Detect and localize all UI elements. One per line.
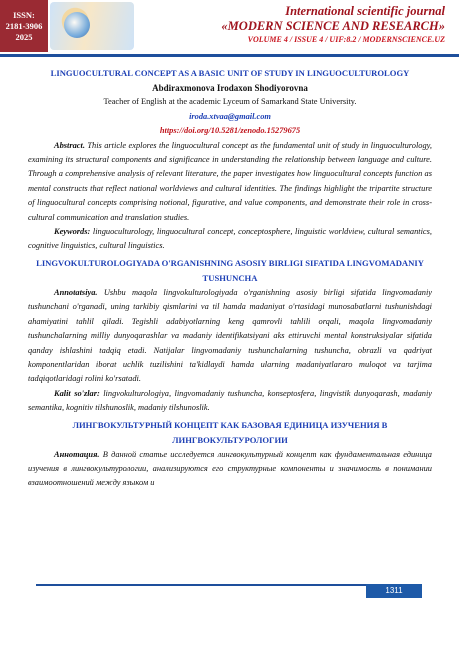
journal-title-block <box>221 4 445 46</box>
annotatsiya-ru-text: В данной статье исследуется лингвокультурный концепт как фундаментальная единица изучения в лингвокультурологии, анализируются его структурные компоненты и значимость в понимании взаимоотношений между языком и <box>28 449 432 488</box>
author-name: Abdiraxmonova Irodaxon Shodiyorovna <box>152 83 308 93</box>
article-body <box>28 66 432 491</box>
author-affiliation: Teacher of English at the academic Lyceum of Samarkand State University. <box>103 97 357 107</box>
issn-year: 2025 <box>15 32 33 42</box>
journal-name: «MODERN SCIENCE AND RESEARCH» <box>221 19 445 33</box>
annotatsiya-ru-label: Аннотация. <box>54 449 100 459</box>
kalit-paragraph <box>28 387 432 416</box>
annotatsiya-ru-paragraph <box>28 448 432 491</box>
journal-logo <box>50 2 134 50</box>
footer-divider <box>36 584 422 586</box>
abstract-label: Abstract. <box>54 140 85 150</box>
header-divider <box>0 54 459 57</box>
journal-volume-info[interactable]: VOLUME 4 / ISSUE 4 / UIF:8.2 / MODERNSCIENCE.UZ <box>247 35 445 44</box>
issn-number: 2181-3906 <box>5 21 43 31</box>
annotatsiya-paragraph <box>28 286 432 387</box>
journal-header <box>0 0 459 60</box>
annotatsiya-label: Annotatsiya. <box>54 287 98 297</box>
doi-link[interactable]: https://doi.org/10.5281/zenodo.15279675 <box>159 126 301 136</box>
kalit-text: lingvokulturologiya, lingvomadaniy tushuncha, konseptosfera, lingvistik dunyoqarash, madaniy semantika, kognitiv tilshunoslik, madaniy tilshunoslik. <box>28 388 432 413</box>
article-title-en: LINGUOCULTURAL CONCEPT AS A BASIC UNIT OF STUDY IN LINGUOCULTUROLOGY <box>50 68 410 78</box>
annotatsiya-text: Ushbu maqola lingvokulturologiyada o'rganishning asosiy birligi sifatida lingvomadaniy tushunchani o'rganadi, uning tarkibiy qismlarini va til hamda madaniyat o'rtasidagi munosabatlarni tushunishdagi ahamiyatini tahlil qiladi. Tegishli adabiyotlarning keng qamrovli tahlili orqali, maqola lingvomadaniy tushunchalarning milliy dunyoqarashlar va madaniy identifikatsiyani aks ettiruvchi mental konstruksiyalar sifatida qanday ishlashini tadqiq etadi. Natijalar lingvomadaniy tushunchalarning tushuncha, obrazli va qadriyat komponentlaridan iborat uchlik tuzilishini ta'kidlaydi hamda ularning madaniyatlararo muloqot va tarjima tadqiqotlaridagi rolini ko'rsatadi. <box>28 287 432 384</box>
author-email[interactable]: iroda.xtvaa@gmail.com <box>189 111 271 121</box>
keywords-label: Keywords: <box>54 227 91 237</box>
keywords-text: linguoculturology, linguocultural concept, conceptosphere, linguistic worldview, cultural semantics, cognitive linguistics, cultural linguistics. <box>28 227 432 251</box>
globe-icon <box>64 12 90 38</box>
article-title-ru: ЛИНГВОКУЛЬТУРНЫЙ КОНЦЕПТ КАК БАЗОВАЯ ЕДИНИЦА ИЗУЧЕНИЯ В ЛИНГВОКУЛЬТУРОЛОГИИ <box>72 419 388 445</box>
journal-subtitle: International scientific journal <box>285 4 445 18</box>
article-title-uz: LINGVOKULTUROLOGIYADA O'RGANISHNING ASOSIY BIRLIGI SIFATIDA LINGVOMADANIY TUSHUNCHA <box>36 257 424 283</box>
abstract-text: This article explores the linguocultural concept as the fundamental unit of study in linguoculturology, examining its structural components and significance in understanding the relationship between language and culture. Through a comprehensive analysis of relevant literature, the paper investigates how linguocultural concepts function as mental constructs that reflect national worldviews and cultural identities. The findings highlight the tripartite structure of linguocultural concepts comprising notional, figurative, and value components, and demonstrate their role in cross-cultural communication and translation studies. <box>28 140 432 222</box>
kalit-label: Kalit so'zlar: <box>54 388 100 398</box>
issn-label: ISSN: <box>13 10 35 20</box>
abstract-paragraph <box>28 139 432 225</box>
page-number: 1311 <box>366 584 422 598</box>
issn-box <box>0 0 48 52</box>
keywords-paragraph <box>28 225 432 254</box>
